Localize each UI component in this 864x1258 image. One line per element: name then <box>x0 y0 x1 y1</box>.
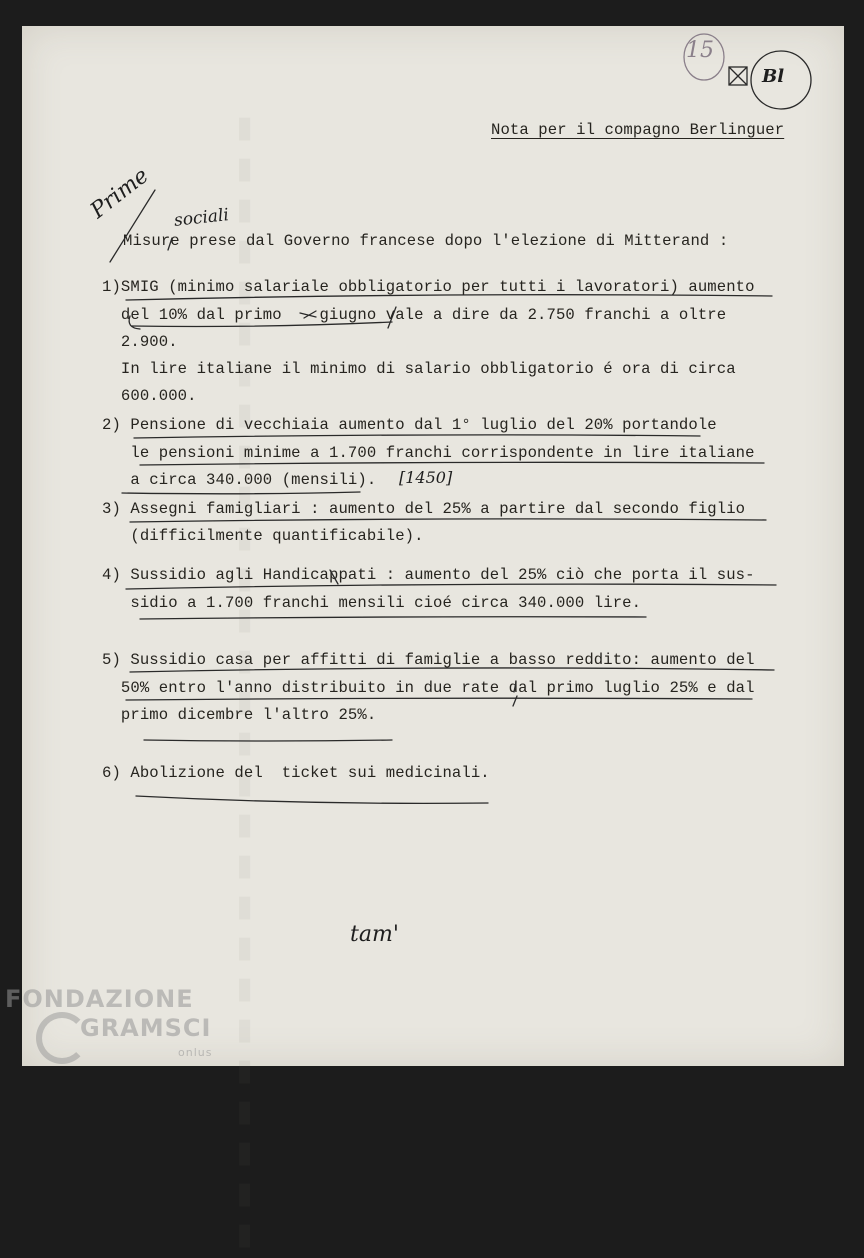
faded-stamp-trace: ▮▮▮▮▮▮▮▮▮▮▮▮▮▮▮▮▮▮▮▮▮▮▮▮▮▮▮▮ <box>227 110 262 1258</box>
item-6-line-1: 6) Abolizione del ticket sui medicinali. <box>102 764 490 782</box>
item-4-line-2: sidio a 1.700 franchi mensili cioé circa 340.000 lire. <box>102 594 642 612</box>
watermark-line-1: FONDAZIONE <box>5 985 194 1013</box>
intro-line: Misure prese dal Governo francese dopo l'elezione di Mitterand : <box>123 232 729 250</box>
handwritten-margin-note: Prime <box>86 163 154 224</box>
handwritten-insertion: sociali <box>173 205 230 231</box>
handwritten-bracket-note: [1450] <box>399 468 453 487</box>
item-3-line-2: (difficilmente quantificabile). <box>102 527 424 545</box>
item-3-line-1: 3) Assegni famigliari : aumento del 25% a partire dal secondo figlio <box>102 500 746 518</box>
item-5-line-2: 50% entro l'anno distribuito in due rate dal primo luglio 25% e dal <box>102 679 755 697</box>
item-2-line-2: le pensioni minime a 1.700 franchi corrispondente in lire italiane <box>102 444 755 462</box>
item-4-line-1: 4) Sussidio agli Handicappati : aumento del 25% ciò che porta il sus- <box>102 566 755 584</box>
item-1-line-1: 1)SMIG (minimo salariale obbligatorio per tutti i lavoratori) aumento <box>102 278 755 296</box>
item-1-line-5: 600.000. <box>102 387 197 405</box>
item-5-line-3: primo dicembre l'altro 25%. <box>102 706 377 724</box>
watermark-line-3: onlus <box>178 1046 213 1059</box>
item-1-line-2: del 10% dal primo giugno vale a dire da 2.750 franchi a oltre <box>102 306 727 324</box>
item-5-line-1: 5) Sussidio casa per affitti di famiglie a basso reddito: aumento del <box>102 651 755 669</box>
handwritten-signature: tam' <box>350 922 399 947</box>
handwritten-corner-mark: Bl <box>762 66 785 87</box>
item-2-line-3: a circa 340.000 (mensili). <box>102 471 377 489</box>
watermark-line-2: GRAMSCI <box>80 1014 212 1042</box>
item-2-line-1: 2) Pensione di vecchiaia aumento dal 1° luglio del 20% portandole <box>102 416 717 434</box>
document-title: Nota per il compagno Berlinguer <box>491 121 785 139</box>
item-1-line-4: In lire italiane il minimo di salario obbligatorio é ora di circa <box>102 360 736 378</box>
item-1-line-3: 2.900. <box>102 333 178 351</box>
handwritten-page-number: 15 <box>686 38 714 63</box>
